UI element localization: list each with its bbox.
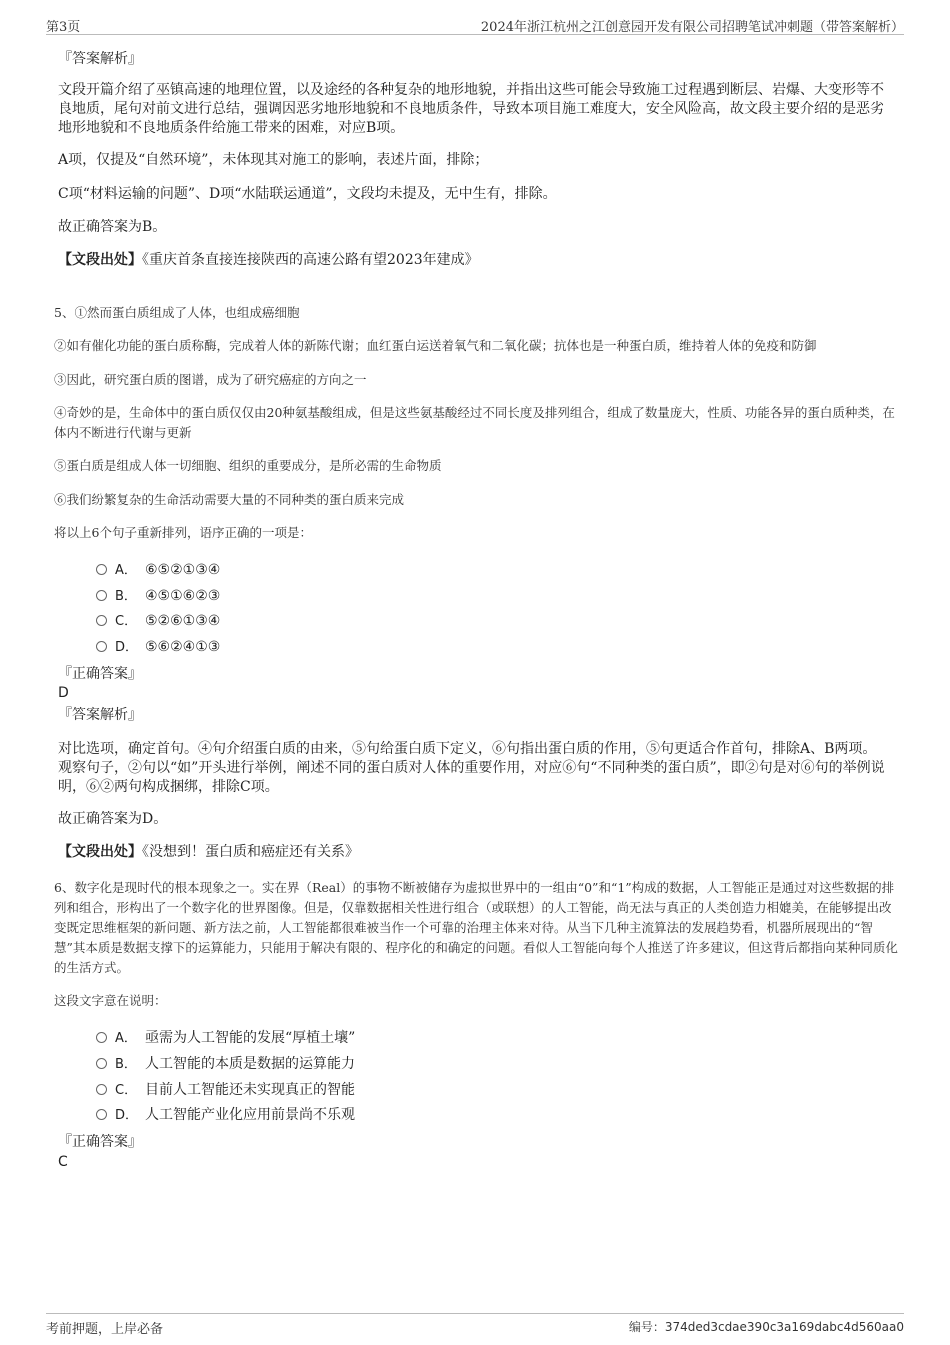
q6-option-b[interactable]: B． 人工智能的本质是数据的运算能力: [96, 1055, 355, 1074]
footer-slogan: 考前押题，上岸必备: [46, 1322, 164, 1337]
q5-option-a[interactable]: A． ⑥⑤②①③④: [96, 561, 220, 580]
q5-prompt: 将以上6个句子重新排列，语序正确的一项是：: [54, 525, 312, 540]
q5-option-c[interactable]: C． ⑤②⑥①③④: [96, 612, 220, 631]
radio-icon[interactable]: [96, 564, 107, 575]
q5-sentence-4: ④奇妙的是，生命体中的蛋白质仅仅由20种氨基酸组成，但是这些氨基酸经过不同长度及排列组合，组成了数量庞大，性质、功能各异的蛋白质种类，在体内不断进行代谢与更新: [54, 405, 895, 440]
q5-analysis-paragraph-1: 对比选项，确定首句。④句介绍蛋白质的由来，⑤句给蛋白质下定义，⑥句指出蛋白质的作用，⑤句更适合作首句，排除A、B两项。观察句子，②句以“如”开头进行举例，阐述不同的蛋白质对人体的重要作用，对应⑥句“不同种类的蛋白质”，即②句是对⑥句的举例说明，⑥②两句构成捆绑，排除C项。: [58, 741, 885, 795]
radio-icon[interactable]: [96, 1084, 107, 1095]
q6-option-d[interactable]: D． 人工智能产业化应用前景尚不乐观: [96, 1106, 355, 1125]
q4-analysis-paragraph-4: 故正确答案为B。: [58, 219, 167, 235]
q5-sentence-5: ⑤蛋白质是组成人体一切细胞、组织的重要成分，是所必需的生命物质: [54, 458, 442, 473]
radio-icon[interactable]: [96, 590, 107, 601]
q6-option-a[interactable]: A． 亟需为人工智能的发展“厚植土壤”: [96, 1029, 355, 1048]
q5-answer-label: 『正确答案』: [58, 666, 142, 682]
q5-analysis-label: 『答案解析』: [58, 707, 142, 723]
radio-icon[interactable]: [96, 1109, 107, 1120]
radio-icon[interactable]: [96, 1058, 107, 1069]
q6-answer-label: 『正确答案』: [58, 1134, 142, 1150]
q6-answer: C: [58, 1154, 68, 1170]
q5-sentence-2: ②如有催化功能的蛋白质称酶，完成着人体的新陈代谢；血红蛋白运送着氧气和二氧化碳；抗体也是一种蛋白质，维持着人体的免疫和防御: [54, 338, 817, 353]
q5-source-text: 《没想到！蛋白质和癌症还有关系》: [142, 844, 359, 860]
q5-sentence-1: 5、①然而蛋白质组成了人体，也组成癌细胞: [54, 305, 300, 320]
document-id: 编号：374ded3cdae390c3a169dabc4d560aa0: [628, 1320, 904, 1334]
q6-stem: 6、数字化是现时代的根本现象之一。实在界（Real）的事物不断被储存为虚拟世界中的一组由“0”和“1”构成的数据，人工智能正是通过对这些数据的排列和组合，形构出了一个数字化的世界图像。但是，仅靠数据相关性进行组合（或联想）的人工智能，尚无法与真正的人类创造力相媲美，在能够提出改变既定思维框架的新问题、新方法之前，人工智能都很难被当作一个可靠的治理主体来对待。从当下几种主流算法的发展趋势看，机器所展现出的“智慧”其本质是数据支撑下的运算能力，只能用于解决有限的、程序化的和确定的问题。看似人工智能向每个人推送了许多建议，但这背后都指向某种同质化的生活方式。: [54, 880, 898, 975]
page-footer: [46, 1313, 904, 1337]
q4-source: [58, 251, 888, 270]
q5-source: [58, 843, 888, 862]
q4-analysis-paragraph-1: 文段开篇介绍了巫镇高速的地理位置，以及途经的各种复杂的地形地貌，并指出这些可能会导致施工过程遇到断层、岩爆、大变形等不良地质，尾句对前文进行总结，强调因恶劣地形地貌和不良地质条件，导致本项目施工难度大，安全风险高，故文段主要介绍的是恶劣地形地貌和不良地质条件给施工带来的困难，对应B项。: [58, 82, 884, 136]
q4-analysis-paragraph-2: A项，仅提及“自然环境”，未体现其对施工的影响，表述片面，排除；: [58, 152, 489, 168]
page-number: 第3页: [46, 20, 81, 35]
q5-answer: D: [58, 685, 69, 701]
radio-icon[interactable]: [96, 641, 107, 652]
q5-option-d[interactable]: D． ⑤⑥②④①③: [96, 638, 220, 657]
q6-prompt: 这段文字意在说明：: [54, 993, 167, 1008]
q5-sentence-6: ⑥我们纷繁复杂的生命活动需要大量的不同种类的蛋白质来完成: [54, 492, 405, 507]
q5-source-label: 【文段出处】: [58, 844, 142, 860]
q5-option-b[interactable]: B． ④⑤①⑥②③: [96, 587, 220, 606]
document-title: 2024年浙江杭州之江创意园开发有限公司招聘笔试冲刺题（带答案解析）: [480, 20, 904, 35]
q5-analysis-paragraph-2: 故正确答案为D。: [58, 811, 168, 827]
q6-option-c[interactable]: C． 目前人工智能还未实现真正的智能: [96, 1081, 355, 1100]
radio-icon[interactable]: [96, 1032, 107, 1043]
q4-analysis-label: 『答案解析』: [58, 51, 142, 67]
q4-analysis-paragraph-3: C项“材料运输的问题”、D项“水陆联运通道”，文段均未提及，无中生有，排除。: [58, 186, 557, 202]
radio-icon[interactable]: [96, 615, 107, 626]
q4-source-label: 【文段出处】: [58, 252, 142, 268]
q5-sentence-3: ③因此，研究蛋白质的图谱，成为了研究癌症的方向之一: [54, 372, 367, 387]
page-header: [46, 14, 904, 35]
q4-source-text: 《重庆首条直接连接陕西的高速公路有望2023年建成》: [142, 252, 479, 268]
